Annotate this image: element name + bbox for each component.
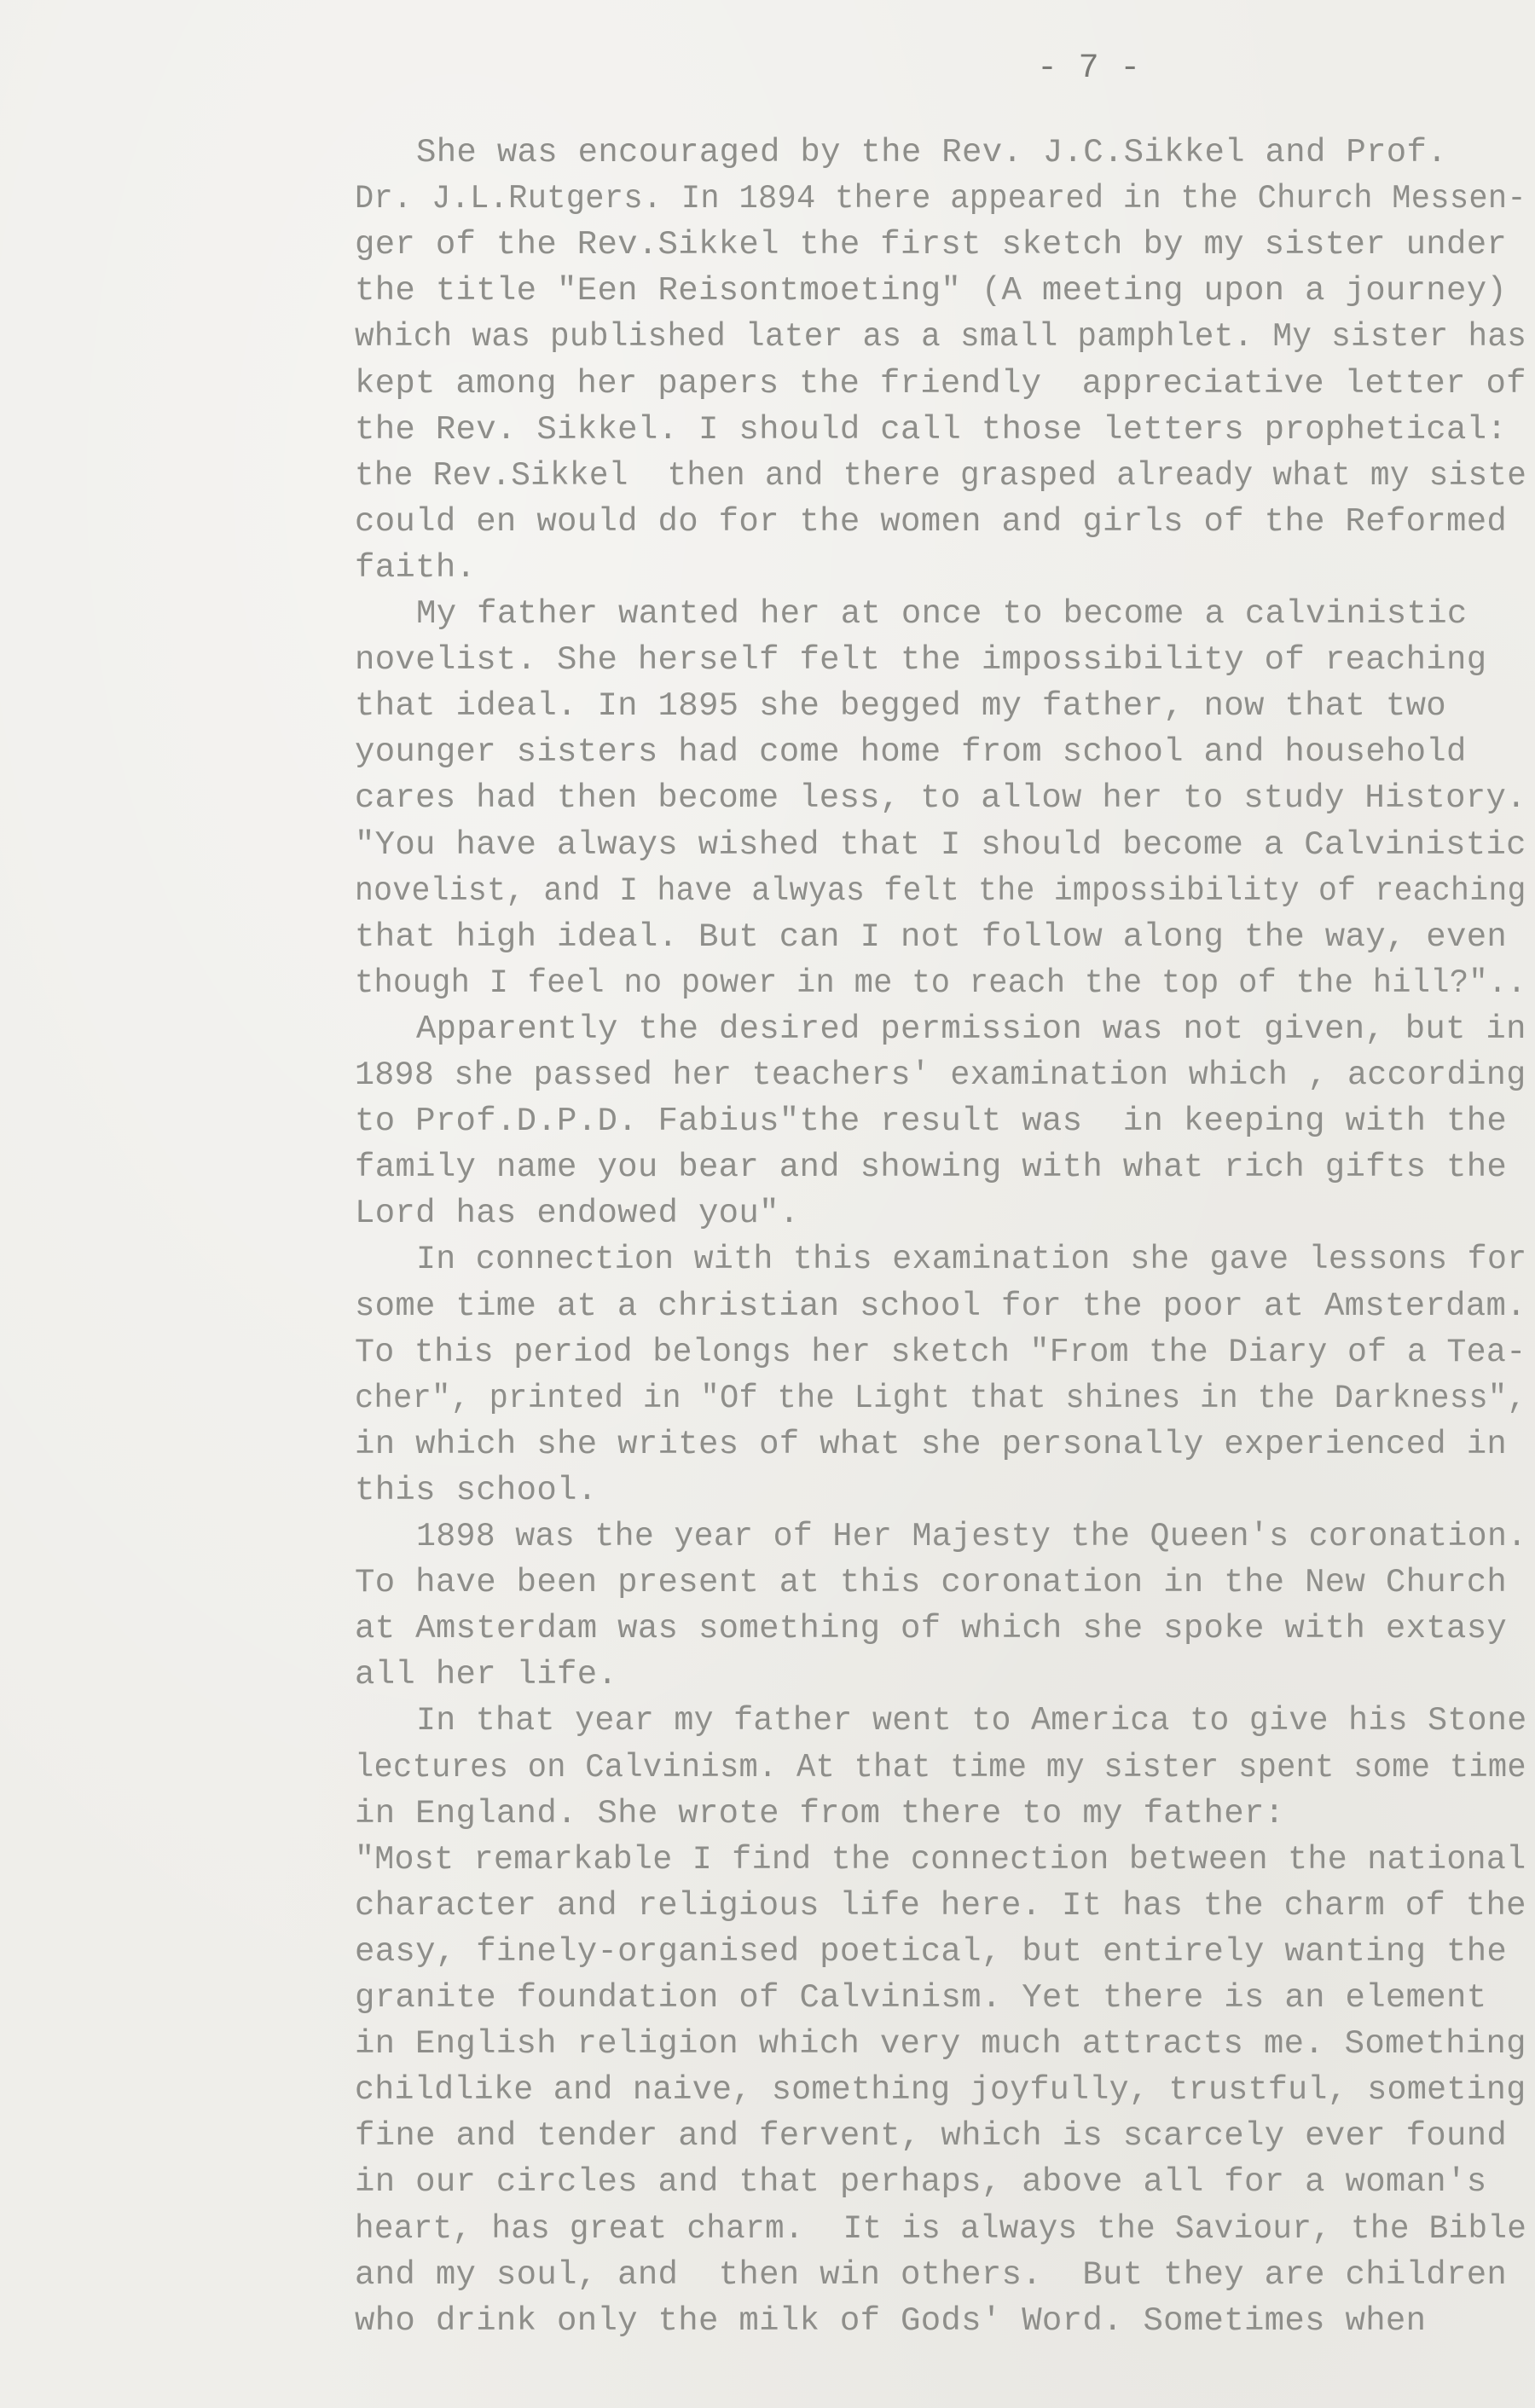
text-line: though I feel no power in me to reach the top of the hill?"..: [355, 964, 1526, 1002]
text-line: who drink only the milk of Gods' Word. Sometimes when: [355, 2302, 1427, 2340]
text-line: cher", printed in "Of the Light that shines in the Darkness",: [355, 1380, 1526, 1417]
text-line: younger sisters had come home from school and household: [355, 733, 1467, 771]
text-line: fine and tender and fervent, which is scarcely ever found: [355, 2117, 1508, 2155]
text-line: kept among her papers the friendly appreciative letter of: [355, 365, 1526, 402]
text-line: granite foundation of Calvinism. Yet there is an element: [355, 1979, 1487, 2017]
text-line: To this period belongs her sketch "From the Diary of a Tea-: [355, 1334, 1526, 1371]
text-line: and my soul, and then win others. But they are children: [355, 2256, 1508, 2294]
text-line: the Rev.Sikkel then and there grasped already what my siste: [355, 457, 1527, 495]
text-line: childlike and naive, something joyfully, trustful, someting: [355, 2071, 1526, 2109]
text-line: that ideal. In 1895 she begged my father, now that two: [355, 687, 1447, 725]
text-line: She was encouraged by the Rev. J.C.Sikkel and Prof.: [416, 134, 1447, 171]
text-line: which was published later as a small pamphlet. My sister has: [355, 318, 1527, 356]
text-line: novelist. She herself felt the impossibility of reaching: [355, 641, 1487, 679]
text-line: that high ideal. But can I not follow along the way, even: [355, 918, 1508, 956]
text-line: could en would do for the women and girls of the Reformed: [355, 503, 1508, 541]
text-line: novelist, and I have alwyas felt the impossibility of reaching: [355, 872, 1526, 910]
text-line: all her life.: [355, 1656, 618, 1693]
text-line: ger of the Rev.Sikkel the first sketch by my sister under: [355, 226, 1508, 263]
text-line: To have been present at this coronation in the New Church: [355, 1564, 1508, 1601]
text-line: character and religious life here. It has the charm of the: [355, 1887, 1526, 1925]
text-line: family name you bear and showing with what rich gifts the: [355, 1149, 1508, 1186]
text-line: in England. She wrote from there to my father:: [355, 1795, 1285, 1832]
text-line: In connection with this examination she gave lessons for: [416, 1241, 1527, 1278]
text-line: some time at a christian school for the poor at Amsterdam.: [355, 1288, 1526, 1325]
text-line: "You have always wished that I should become a Calvinistic: [355, 826, 1526, 864]
text-line: at Amsterdam was something of which she spoke with extasy: [355, 1610, 1508, 1647]
text-line: In that year my father went to America to give his Stone: [416, 1702, 1527, 1739]
text-line: Dr. J.L.Rutgers. In 1894 there appeared in the Church Messen-: [355, 180, 1526, 217]
text-line: cares had then become less, to allow her to study History.: [355, 779, 1526, 817]
page-number: - 7 -: [1037, 49, 1141, 88]
text-line: to Prof.D.P.D. Fabius"the result was in keeping with the: [355, 1103, 1508, 1140]
text-line: lectures on Calvinism. At that time my sister spent some time: [355, 1749, 1526, 1786]
text-line: faith.: [355, 549, 477, 587]
text-line: in our circles and that perhaps, above all for a woman's: [355, 2163, 1487, 2201]
text-line: the Rev. Sikkel. I should call those letters prophetical:: [355, 411, 1508, 449]
text-line: "Most remarkable I find the connection between the national: [355, 1841, 1526, 1878]
text-line: easy, finely-organised poetical, but entirely wanting the: [355, 1933, 1508, 1971]
text-line: Apparently the desired permission was not given, but in: [416, 1010, 1526, 1048]
text-line: Lord has endowed you".: [355, 1195, 800, 1232]
text-line: in English religion which very much attracts me. Something: [355, 2025, 1526, 2063]
text-line: My father wanted her at once to become a calvinistic: [416, 595, 1468, 633]
text-line: the title "Een Reisontmoeting" (A meeting upon a journey): [355, 272, 1508, 310]
text-line: 1898 she passed her teachers' examination which , according: [355, 1056, 1526, 1094]
text-line: this school.: [355, 1472, 598, 1509]
text-line: 1898 was the year of Her Majesty the Queen's coronation.: [416, 1518, 1527, 1555]
text-line: heart, has great charm. It is always the Saviour, the Bible: [355, 2210, 1527, 2248]
text-line: in which she writes of what she personally experienced in: [355, 1426, 1508, 1463]
